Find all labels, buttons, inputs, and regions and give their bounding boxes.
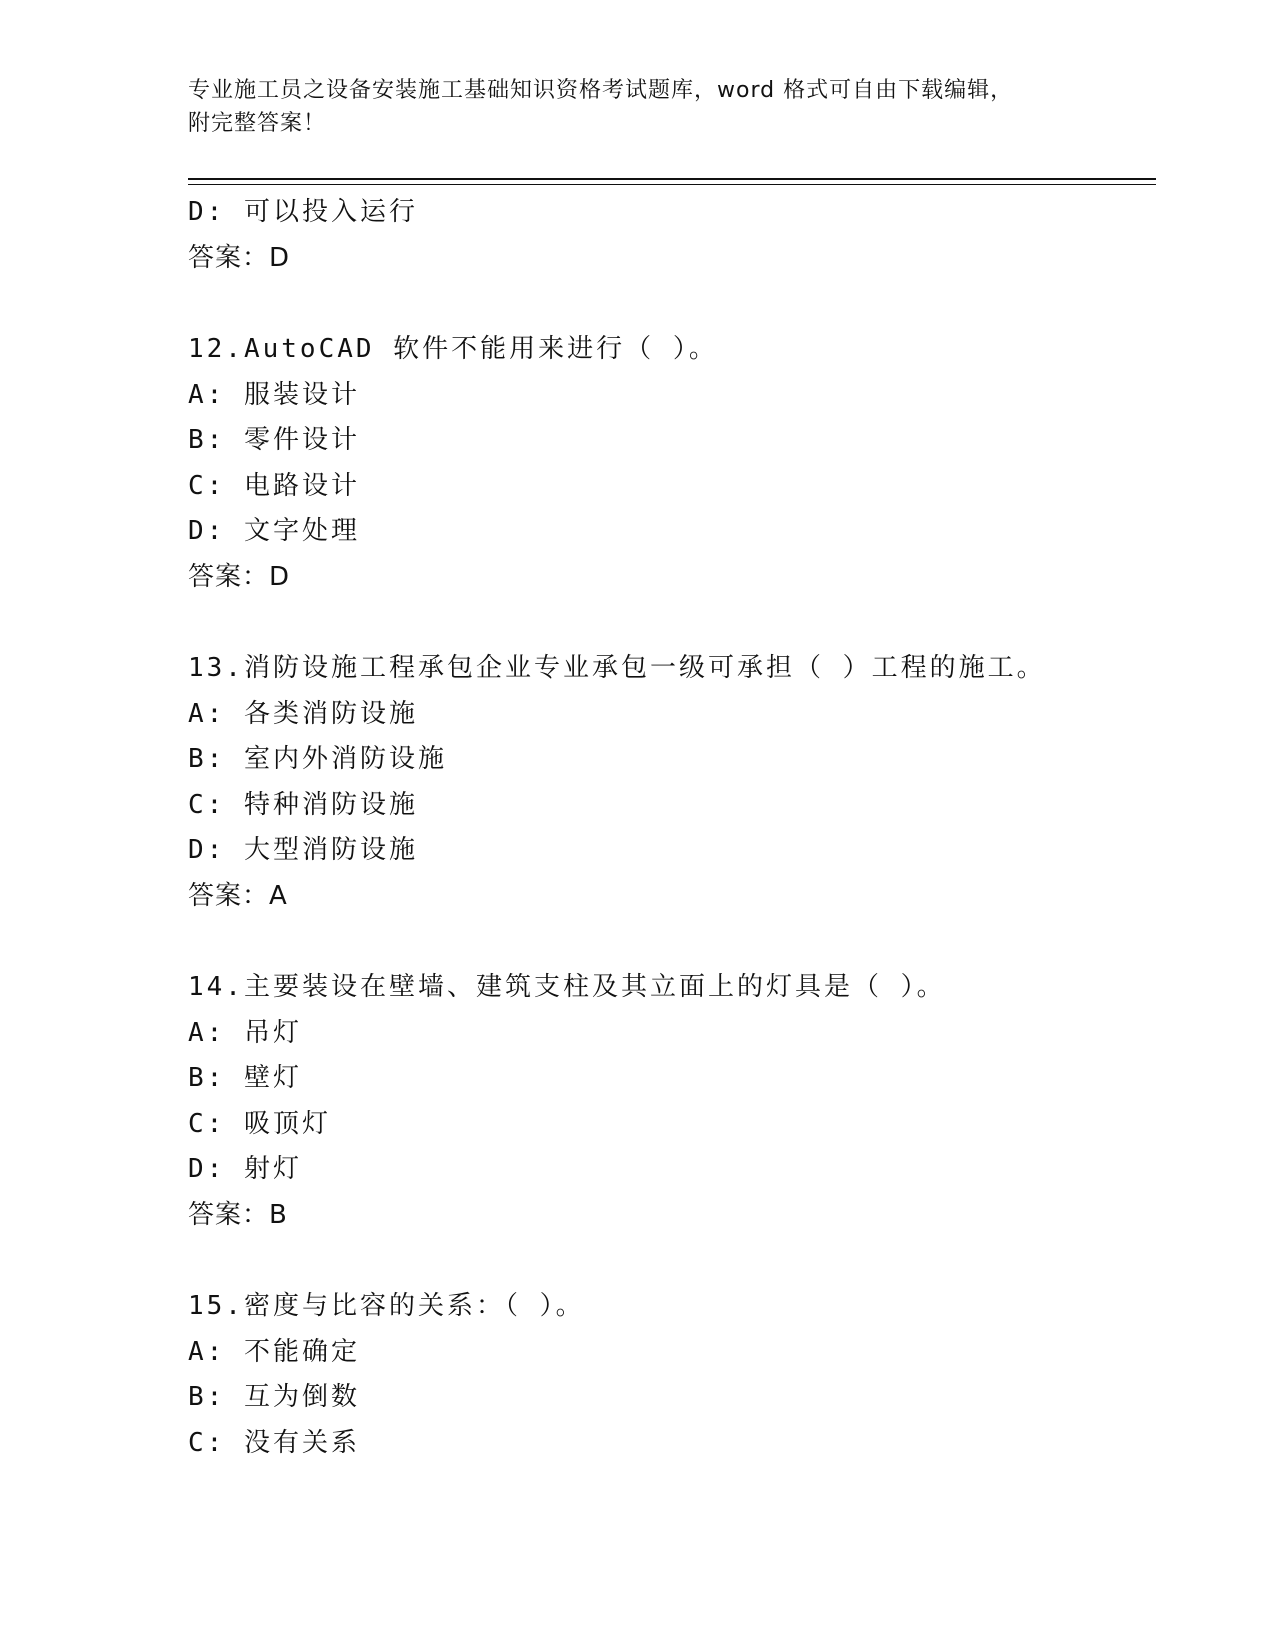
question-13 <box>188 646 1156 919</box>
header-divider-thick <box>188 178 1156 180</box>
header-line-2: 附完整答案！ <box>188 111 327 136</box>
spacer <box>188 600 1156 646</box>
answer-line: 答案：B <box>188 1199 288 1230</box>
carryover-block <box>188 190 1156 281</box>
option-b: B: 零件设计 <box>188 425 360 455</box>
option-c: C: 特种消防设施 <box>188 789 418 820</box>
question-15 <box>188 1284 1156 1466</box>
spacer <box>188 281 1156 327</box>
question-stem: 15.密度与比容的关系：（ ）。 <box>188 1291 585 1321</box>
option-a: A: 吊灯 <box>188 1017 302 1048</box>
question-12 <box>188 327 1156 600</box>
option-c: C: 吸顶灯 <box>188 1108 331 1139</box>
header-divider-thin <box>188 184 1156 185</box>
option-b: B: 壁灯 <box>188 1063 302 1093</box>
option-d: D: 射灯 <box>188 1154 302 1184</box>
option-a: A: 各类消防设施 <box>188 698 418 729</box>
option-d: D: 文字处理 <box>188 516 360 546</box>
option-c: C: 没有关系 <box>188 1427 360 1458</box>
answer-line: 答案：A <box>188 880 288 911</box>
option-d: D: 可以投入运行 <box>188 197 418 227</box>
question-list <box>188 190 1156 1466</box>
option-d: D: 大型消防设施 <box>188 835 418 865</box>
spacer <box>188 919 1156 965</box>
option-b: B: 互为倒数 <box>188 1382 360 1412</box>
page-header <box>188 74 1068 140</box>
question-14 <box>188 965 1156 1238</box>
question-stem: 14.主要装设在壁墙、建筑支柱及其立面上的灯具是（ ）。 <box>188 972 946 1002</box>
question-stem: 13.消防设施工程承包企业专业承包一级可承担（ ）工程的施工。 <box>188 653 1046 683</box>
option-a: A: 不能确定 <box>188 1336 360 1367</box>
spacer <box>188 1238 1156 1284</box>
header-line-1: 专业施工员之设备安装施工基础知识资格考试题库，word 格式可自由下载编辑， <box>188 78 1014 103</box>
question-stem: 12.AutoCAD 软件不能用来进行（ ）。 <box>188 334 718 364</box>
option-b: B: 室内外消防设施 <box>188 744 447 774</box>
answer-line: 答案：D <box>188 242 291 273</box>
answer-line: 答案：D <box>188 561 291 592</box>
option-a: A: 服装设计 <box>188 379 360 410</box>
option-c: C: 电路设计 <box>188 470 360 501</box>
